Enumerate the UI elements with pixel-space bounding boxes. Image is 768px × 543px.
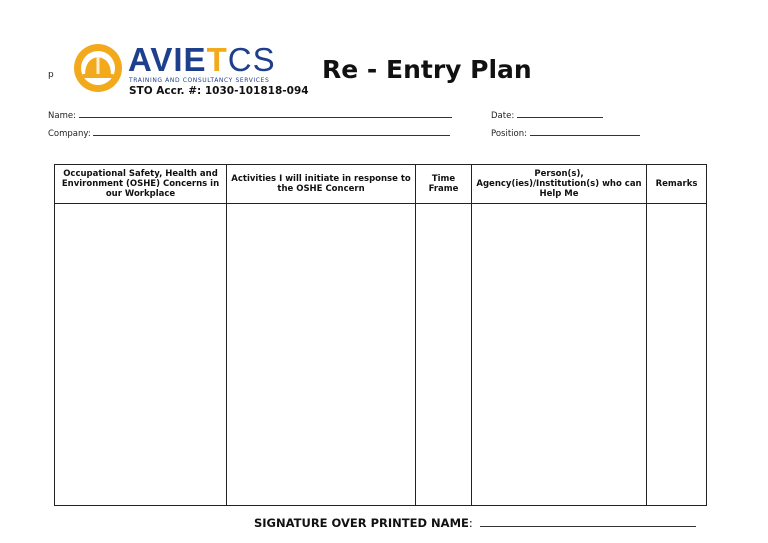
brand-name: AVIETCS (128, 41, 276, 78)
re-entry-plan-table (54, 164, 707, 506)
cell-oshe-concerns[interactable] (55, 204, 227, 506)
position-label: Position: (491, 129, 527, 139)
stray-mark: p (48, 70, 54, 80)
date-label: Date: (491, 111, 515, 121)
hard-hat-logo-icon (72, 42, 124, 94)
date-input-line[interactable] (517, 109, 603, 118)
position-input-line[interactable] (530, 127, 640, 136)
table-row (55, 204, 707, 506)
header-persons-agencies: Person(s), Agency(ies)/Institution(s) who can Help Me (472, 165, 647, 204)
date-field (491, 109, 603, 121)
brand-tagline: TRAINING AND CONSULTANCY SERVICES (129, 77, 270, 84)
table-header-row (55, 165, 707, 204)
signature-colon: : (468, 516, 473, 530)
cell-remarks[interactable] (647, 204, 707, 506)
header-oshe-concerns: Occupational Safety, Health and Environment (OSHE) Concerns in our Workplace (55, 165, 227, 204)
header-time-frame: Time Frame (416, 165, 472, 204)
accreditation-number: STO Accr. #: 1030-101818-094 (129, 85, 309, 97)
company-label: Company: (48, 129, 91, 139)
signature-field (254, 516, 696, 530)
position-field (491, 127, 640, 139)
name-label: Name: (48, 111, 76, 121)
name-input-line[interactable] (79, 109, 452, 118)
company-field (48, 127, 450, 139)
name-field (48, 109, 452, 121)
signature-input-line[interactable] (480, 516, 696, 527)
header-remarks: Remarks (647, 165, 707, 204)
company-input-line[interactable] (93, 127, 450, 136)
signature-label: SIGNATURE OVER PRINTED NAME (254, 516, 469, 530)
cell-persons-agencies[interactable] (472, 204, 647, 506)
header-activities: Activities I will initiate in response to the OSHE Concern (227, 165, 416, 204)
cell-time-frame[interactable] (416, 204, 472, 506)
page-title: Re - Entry Plan (322, 55, 532, 84)
company-logo (72, 40, 312, 100)
cell-activities[interactable] (227, 204, 416, 506)
